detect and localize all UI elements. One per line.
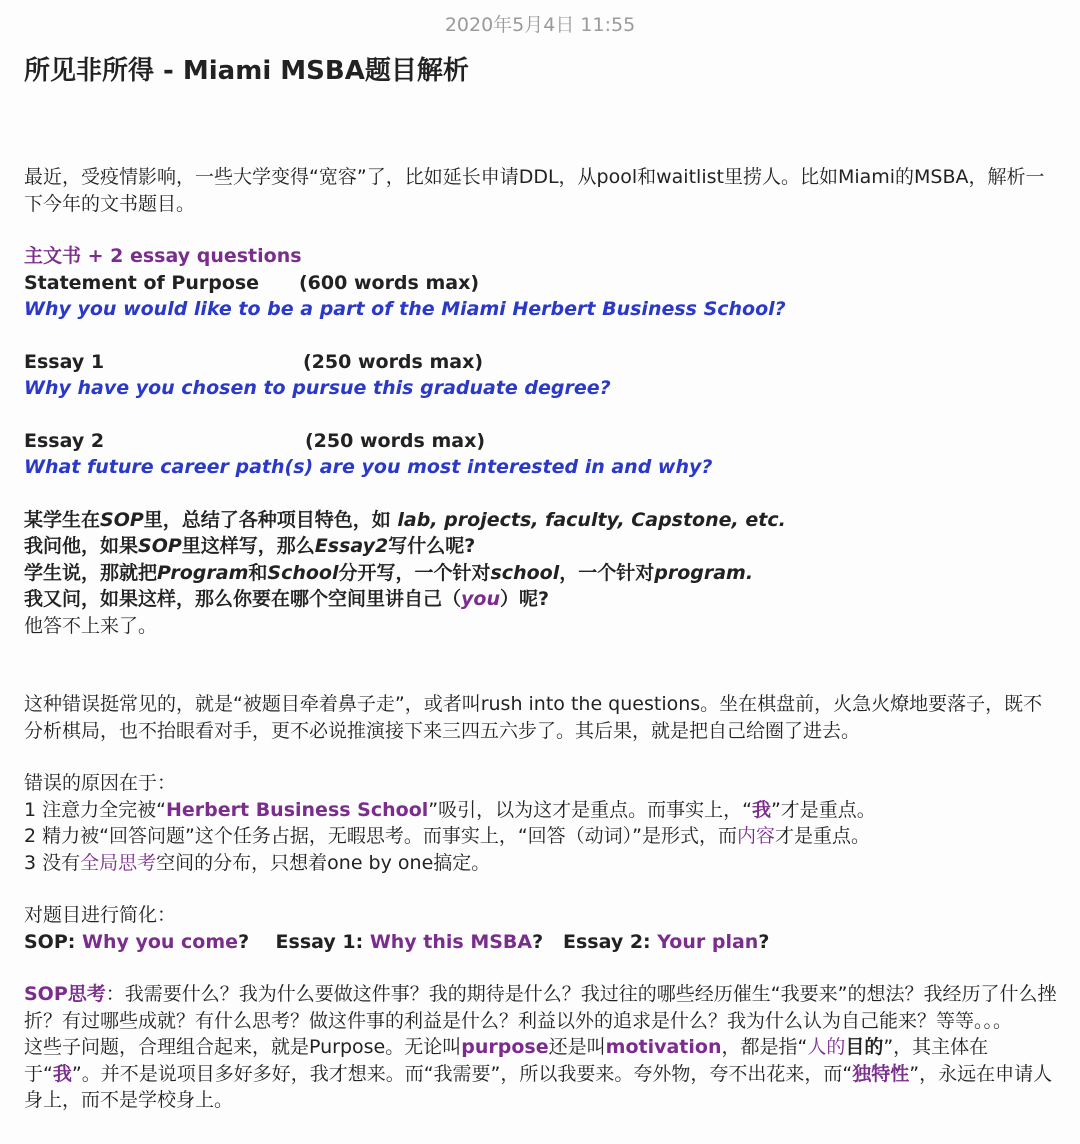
sop-thinking-paragraph: SOP思考：我需要什么？我为什么要做这件事？我的期待是什么？我过往的哪些经历催生“我要来”的想法？我经历了什么挫折？有过哪些成就？有什么思考？做这件事的利益是什么？利益以外的追求是什么？我为什么认为自己能来？等等。。。 [24,983,1057,1032]
prompt-label: Statement of Purpose [24,271,260,294]
timestamp: 2020年5月4日 11:55 [444,14,636,36]
prompt-question: What future career path(s) are you most interested in and why? [24,456,713,478]
reason-item: 3 没有全局思考空间的分布，只想着one by one搞定。 [24,851,491,874]
simplified-questions: SOP: Why you come? Essay 1: Why this MSBA? Essay 2: Your plan? [24,930,770,953]
prompt-label: Essay 2 [24,429,105,452]
analysis-paragraph: 这种错误挺常见的，就是“被题目牵着鼻子走”，或者叫rush into the questions。坐在棋盘前，火急火燎地要落子，既不分析棋局，也不抬眼看对手，更不必说推演接下来三四五六步了。其后果，就是把自己给圈了进去。 [24,693,1043,742]
prompt-header [24,270,1060,297]
intro-paragraph: 最近，受疫情影响，一些大学变得“宽容”了，比如延长申请DDL，从pool和waitlist里捞人。比如Miami的MSBA，解析一下今年的文书题目。 [24,166,1045,215]
dialogue-line: 他答不上来了。 [24,614,158,637]
dialogue-line: 某学生在SOP里，总结了各种项目特色，如 lab, projects, faculty, Capstone, etc. [24,508,786,531]
dialogue-line: 我问他，如果SOP里这样写，那么Essay2写什么呢? [24,535,476,557]
prompt-header [24,428,1060,455]
prompt-limit: (250 words max) [303,350,484,373]
reason-item: 2 精力被“回答问题”这个任务占据，无暇思考。而事实上，“回答（动词）”是形式，而内容才是重点。 [24,825,871,847]
reasons-heading: 错误的原因在于： [24,772,177,794]
prompt-question: Why you would like to be a part of the Miami Herbert Business School? [24,298,786,320]
prompt-limit: (600 words max) [299,271,480,294]
prompt-limit: (250 words max) [305,429,486,452]
dialogue-line: 学生说，那就把Program和School分开写，一个针对school，一个针对program. [24,561,754,584]
note-title: 所见非所得 - Miami MSBA题目解析 [24,56,469,86]
reason-item: 1 注意力全完被“Herbert Business School”吸引，以为这才是重点。而事实上，“我”才是重点。 [24,798,876,821]
prompt-header [24,349,1060,376]
dialogue-line: 我又问，如果这样，那么你要在哪个空间里讲自己（you）呢? [24,588,550,610]
purpose-paragraph: 这些子问题，合理组合起来，就是Purpose。无论叫purpose还是叫motivation，都是指“人的目的”，其主体在于“我”。并不是说项目多好多好，我才想来。而“我需要”，所以我要来。夸外物，夸不出花来，而“独特性”，永远在申请人身上，而不是学校身上。 [24,1036,1053,1111]
section-heading: 主文书 + 2 essay questions [24,245,302,267]
note-body [24,164,1060,1114]
simplify-heading: 对题目进行简化： [24,904,177,926]
prompt-question: Why have you chosen to pursue this graduate degree? [24,377,611,399]
prompt-label: Essay 1 [24,350,105,373]
